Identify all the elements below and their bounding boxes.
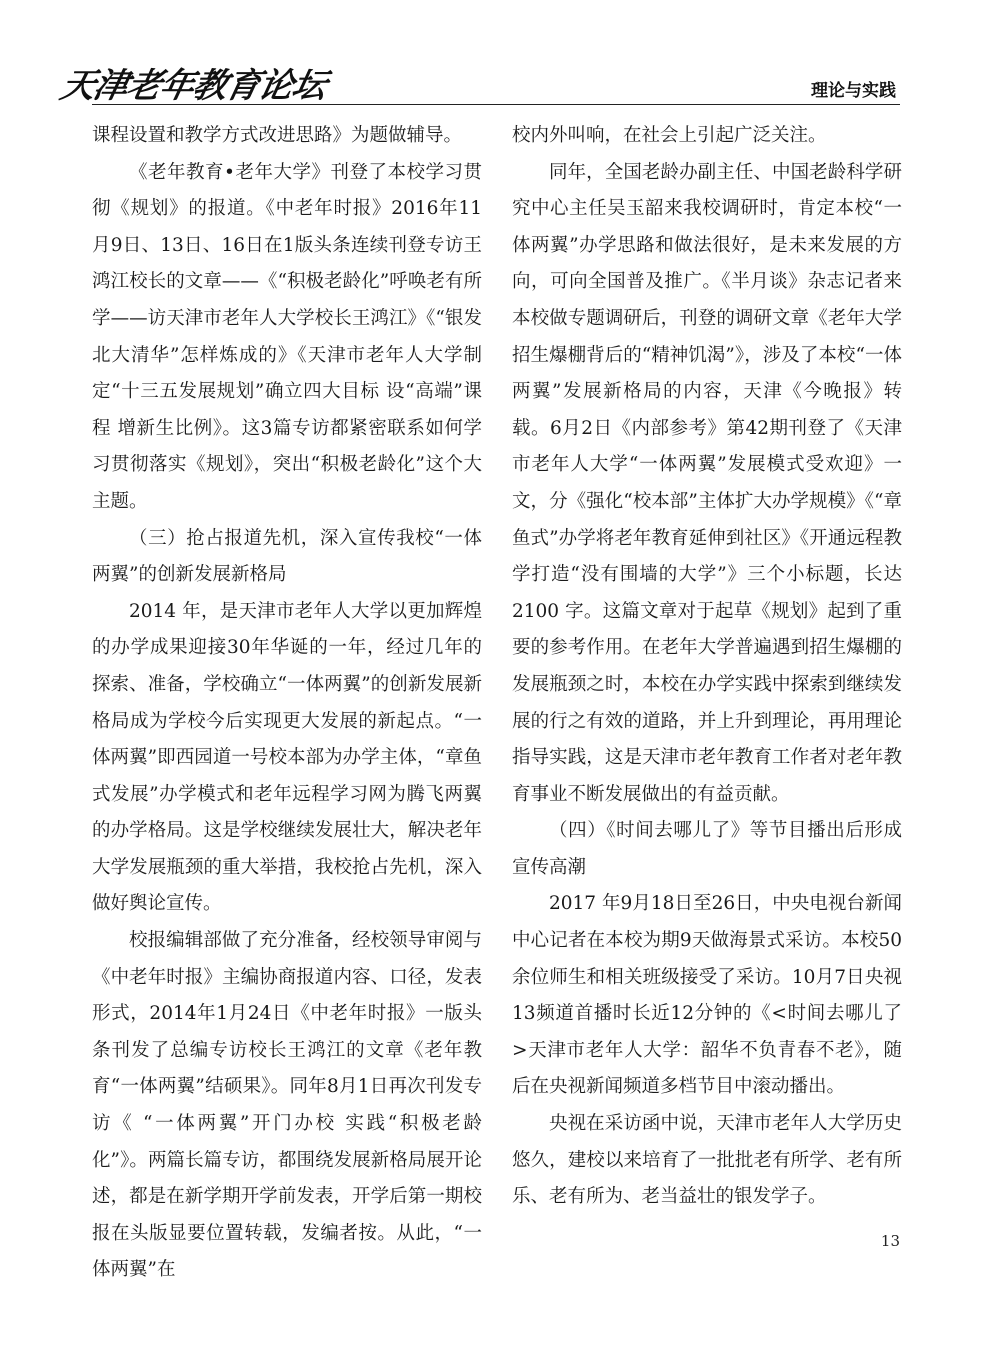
header-divider [92, 104, 900, 105]
paragraph: 2014 年，是天津市老年人大学以更加辉煌的办学成果迎接30年华诞的一年，经过几年的探索、准备，学校确立“一体两翼”的创新发展新格局成为学校今后实现更大发展的新起点。“一体两翼”即西园道一号校本部为办学主体，“章鱼式发展”办学模式和老年远程学习网为腾飞两翼的办学格局。这是学校继续发展壮大，解决老年大学发展瓶颈的重大举措，我校抢占先机，深入做好舆论宣传。 [92, 600, 482, 915]
left-column [92, 118, 482, 1289]
paragraph: 同年，全国老龄办副主任、中国老龄科学研究中心主任吴玉韶来我校调研时，肯定本校“一体两翼”办学思路和做法很好，是未来发展的方向，可向全国普及推广。《半月谈》杂志记者来本校做专题调研后，刊登的调研文章《老年大学招生爆棚背后的“精神饥渴”》，涉及了本校“一体两翼”发展新格局的内容，天津《今晚报》转载。6月2日《内部参考》第42期刊登了《天津市老年人大学“一体两翼”发展模式受欢迎》一文，分《强化“校本部”主体扩大办学规模》《“章鱼式”办学将老年教育延伸到社区》《开通远程教学打造“没有围墙的大学”》三个小标题，长达2100 字。这篇文章对于起草《规划》起到了重要的参考作用。在老年大学普遍遇到招生爆棚的发展瓶颈之时，本校在办学实践中探索到继续发展的行之有效的道路，并上升到理论，再用理论指导实践，这是天津市老年教育工作者对老年教育事业不断发展做出的有益贡献。 [512, 161, 902, 805]
paragraph: 校报编辑部做了充分准备，经校领导审阅与《中老年时报》主编协商报道内容、口径，发表形式，2014年1月24日《中老年时报》一版头条刊发了总编专访校长王鸿江的文章《老年教育“一体两翼”结硕果》。同年8月1日再次刊发专访《 “一体两翼”开门办校 实践“积极老龄化”》。两篇长篇专访，都围绕发展新格局展开论述，都是在新学期开学前发表，开学后第一期校报在头版显要位置转载，发编者按。从此，“一体两翼”在 [92, 930, 482, 1281]
paragraph: 《老年教育•老年大学》刊登了本校学习贯彻《规划》的报道。《中老年时报》2016年11月9日、13日、16日在1版头条连续刊登专访王鸿江校长的文章——《“积极老龄化”呼唤老有所学——访天津市老年人大学校长王鸿江》《“银发北大清华”怎样炼成的》《天津市老年人大学制定“十三五发展规划”确立四大目标 设“高端”课程 增新生比例》。这3篇专访都紧密联系如何学习贯彻落实《规划》，突出“积极老龄化”这个大主题。 [92, 161, 482, 512]
paragraph: 校内外叫响，在社会上引起广泛关注。 [512, 125, 827, 146]
section-heading: （三）抢占报道先机，深入宣传我校“一体两翼”的创新发展新格局 [92, 527, 482, 586]
right-column [512, 118, 902, 1216]
paragraph: 课程设置和教学方式改进思路》为题做辅导。 [92, 125, 463, 146]
section-title: 理论与实践 [811, 81, 896, 101]
paragraph: 2017 年9月18日至26日，中央电视台新闻中心记者在本校为期9天做海景式采访。本校50余位师生和相关班级接受了采访。10月7日央视13频道首播时长近12分钟的《<时间去哪儿了>天津市老年人大学：韶华不负青春不老》，随后在央视新闻频道多档节目中滚动播出。 [512, 893, 902, 1098]
paragraph: 央视在采访函中说，天津市老年人大学历史悠久，建校以来培育了一批批老有所学、老有所乐、老有所为、老当益壮的银发学子。 [512, 1113, 902, 1208]
journal-logo: 天津老年教育论坛 [57, 66, 330, 106]
page-number: 13 [880, 1232, 900, 1250]
section-heading: （四）《时间去哪儿了》等节目播出后形成宣传高潮 [512, 820, 902, 878]
